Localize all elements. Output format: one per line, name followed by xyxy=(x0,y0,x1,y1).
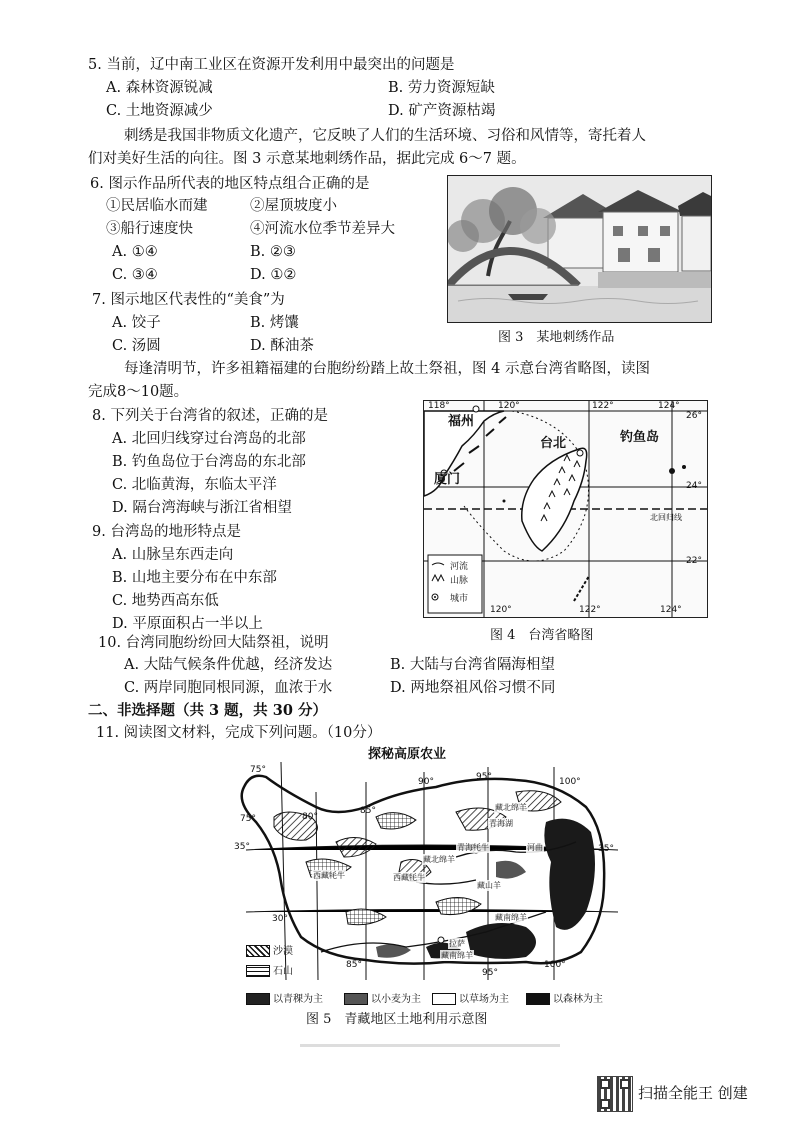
map5-lon-95-bottom: 95° xyxy=(482,968,498,978)
q6-item-2: ②屋顶坡度小 xyxy=(250,198,337,214)
q7-option-b: B. 烤馕 xyxy=(250,315,299,331)
q6-option-d: D. ①② xyxy=(250,267,297,283)
map5-lon-85-bottom: 85° xyxy=(346,960,362,970)
map5-label-tibet-yak-2: 西藏牦牛 xyxy=(393,873,425,882)
q7-stem: 7. 图示地区代表性的“美食”为 xyxy=(92,292,285,308)
figure-3-caption: 图 3 某地刺绣作品 xyxy=(498,330,615,345)
q7-option-c: C. 汤圆 xyxy=(112,338,161,354)
q5-option-a: A. 森林资源锐减 xyxy=(106,80,213,96)
map5-lon-75-top: 75° xyxy=(250,765,266,775)
legend-grass-label: 以草场为主 xyxy=(459,994,509,1005)
q7-option-a: A. 饺子 xyxy=(112,315,161,331)
map5-label-tibetan-goat: 藏山羊 xyxy=(477,881,501,890)
q10-option-b: B. 大陆与台湾省隔海相望 xyxy=(390,657,555,673)
q5-option-d: D. 矿产资源枯竭 xyxy=(388,103,496,119)
map5-lon-100-bottom: 100° xyxy=(544,960,566,970)
figure-4-caption: 图 4 台湾省略图 xyxy=(490,628,594,643)
q9-option-c: C. 地势西高东低 xyxy=(112,593,219,609)
qr-code-icon xyxy=(597,1076,633,1112)
q6-item-3: ③船行速度快 xyxy=(106,221,193,237)
map5-lat-35-right: 35° xyxy=(598,844,614,854)
map5-label-zangbei-sheep-2: 藏北绵羊 xyxy=(423,855,455,864)
map5-lat-75-left: 75° xyxy=(240,814,256,824)
legend-forest-label: 以森林为主 xyxy=(553,994,603,1005)
map5-lon-90: 90° xyxy=(418,777,434,787)
q9-stem: 9. 台湾岛的地形特点是 xyxy=(92,524,241,540)
q11-stem: 11. 阅读图文材料，完成下列问题。（10分） xyxy=(96,725,382,741)
map5-lon-100-top: 100° xyxy=(559,777,581,787)
q8-option-b: B. 钓鱼岛位于台湾岛的东北部 xyxy=(112,454,306,470)
map4-legend-city: 城市 xyxy=(450,594,469,604)
map4-lon-118: 118° xyxy=(428,401,450,411)
map5-label-zangnan-sheep-2: 藏南绵羊 xyxy=(441,951,473,960)
q10-stem: 10. 台湾同胞纷纷回大陆祭祖，说明 xyxy=(98,635,329,651)
desert-swatch-icon xyxy=(246,945,270,957)
q9-option-b: B. 山地主要分布在中东部 xyxy=(112,570,277,586)
legend-rock-label: 石山 xyxy=(273,966,293,977)
map4-label-taibei: 台北 xyxy=(540,436,567,451)
map5-lat-30: 30° xyxy=(272,914,288,924)
figure-4-taiwan-map xyxy=(423,400,708,618)
rock-swatch-icon xyxy=(246,965,270,977)
map5-lon-85-top: 85° xyxy=(360,806,376,816)
figure-3-embroidery-image xyxy=(447,175,712,323)
map5-lon-95-top: 95° xyxy=(476,772,492,782)
q6-option-c: C. ③④ xyxy=(112,267,158,283)
scanner-watermark-text: 扫描全能王 创建 xyxy=(638,1084,748,1102)
map4-legend-mountain: 山脉 xyxy=(450,576,469,586)
q5-option-b: B. 劳力资源短缺 xyxy=(388,80,495,96)
map5-legend-wheat xyxy=(344,990,421,1005)
map5-legend-forest xyxy=(526,990,603,1005)
map5-label-hequ: 河曲 xyxy=(527,843,543,852)
intro2-line2: 完成8～10题。 xyxy=(88,384,189,400)
map5-label-qinghai-lake: 青海湖 xyxy=(489,819,513,828)
q10-option-a: A. 大陆气候条件优越，经济发达 xyxy=(124,657,333,673)
q10-option-d: D. 两地祭祖风俗习惯不同 xyxy=(390,680,556,696)
intro2-line1: 每逢清明节，许多祖籍福建的台胞纷纷踏上故土祭祖，图 4 示意台湾省略图，读图 xyxy=(124,361,650,377)
barley-swatch-icon xyxy=(246,993,270,1005)
q9-option-a: A. 山脉呈东西走向 xyxy=(112,547,234,563)
map4-lon-124-bottom: 124° xyxy=(660,605,682,615)
q6-item-4: ④河流水位季节差异大 xyxy=(250,221,395,237)
q6-option-b: B. ②③ xyxy=(250,244,296,260)
q8-stem: 8. 下列关于台湾省的叙述，正确的是 xyxy=(92,408,328,424)
q8-option-c: C. 北临黄海，东临太平洋 xyxy=(112,477,277,493)
map5-label-lhasa: 拉萨 xyxy=(449,939,465,948)
figure-5-title: 探秘高原农业 xyxy=(368,747,447,762)
legend-desert-label: 沙漠 xyxy=(273,946,293,957)
map5-label-tibet-yak-1: 西藏牦牛 xyxy=(313,871,345,880)
forest-swatch-icon xyxy=(526,993,550,1005)
map4-lon-124-top: 124° xyxy=(658,401,680,411)
map5-legend-grass xyxy=(432,990,509,1005)
grass-swatch-icon xyxy=(432,993,456,1005)
map4-label-xiamen: 厦门 xyxy=(434,472,461,487)
map4-lon-120-top: 120° xyxy=(498,401,520,411)
map4-lon-122-bottom: 122° xyxy=(579,605,601,615)
map4-legend-river: 河流 xyxy=(450,562,469,572)
map5-legend-desert xyxy=(246,942,293,957)
q8-option-d: D. 隔台湾海峡与浙江省相望 xyxy=(112,500,292,516)
map4-lat-24: 24° xyxy=(686,481,702,491)
q5-option-c: C. 土地资源减少 xyxy=(106,103,213,119)
map4-lon-122-top: 122° xyxy=(592,401,614,411)
map4-label-fuzhou: 福州 xyxy=(448,414,475,429)
map5-label-qinghai-yak: 青海牦牛 xyxy=(457,843,489,852)
intro1-line1: 刺绣是我国非物质文化遗产，它反映了人们的生活环境、习俗和风情等，寄托着人 xyxy=(124,128,646,144)
q7-option-d: D. 酥油茶 xyxy=(250,338,314,354)
q6-stem: 6. 图示作品所代表的地区特点组合正确的是 xyxy=(90,176,370,192)
q5-stem: 5. 当前，辽中南工业区在资源开发利用中最突出的问题是 xyxy=(88,57,455,73)
map4-lat-26: 26° xyxy=(686,411,702,421)
map4-lat-22: 22° xyxy=(686,556,702,566)
map4-label-diaoyu: 钓鱼岛 xyxy=(620,430,660,445)
q9-option-d: D. 平原面积占一半以上 xyxy=(112,616,263,632)
map5-lon-80: 80° xyxy=(302,812,318,822)
legend-wheat-label: 以小麦为主 xyxy=(371,994,421,1005)
map5-legend-rock xyxy=(246,962,293,977)
map5-lat-35-left: 35° xyxy=(234,842,250,852)
q6-option-a: A. ①④ xyxy=(112,244,158,260)
map4-label-tropic: 北回归线 xyxy=(650,513,682,522)
map4-lon-120-bottom: 120° xyxy=(490,605,512,615)
map5-legend-barley xyxy=(246,990,323,1005)
q8-option-a: A. 北回归线穿过台湾岛的北部 xyxy=(112,431,306,447)
figure-5-caption: 图 5 青藏地区土地利用示意图 xyxy=(306,1012,488,1027)
map5-label-zangbei-sheep-1: 藏北绵羊 xyxy=(495,803,527,812)
q6-item-1: ①民居临水而建 xyxy=(106,198,208,214)
intro1-line2: 们对美好生活的向往。图 3 示意某地刺绣作品，据此完成 6～7 题。 xyxy=(88,151,526,167)
wheat-swatch-icon xyxy=(344,993,368,1005)
q10-option-c: C. 两岸同胞同根同源，血浓于水 xyxy=(124,680,333,696)
legend-barley-label: 以青稞为主 xyxy=(273,994,323,1005)
map5-label-zangnan-sheep-1: 藏南绵羊 xyxy=(495,913,527,922)
section-2-heading: 二、非选择题（共 3 题，共 30 分） xyxy=(88,702,327,719)
page-edge-divider xyxy=(300,1044,560,1047)
